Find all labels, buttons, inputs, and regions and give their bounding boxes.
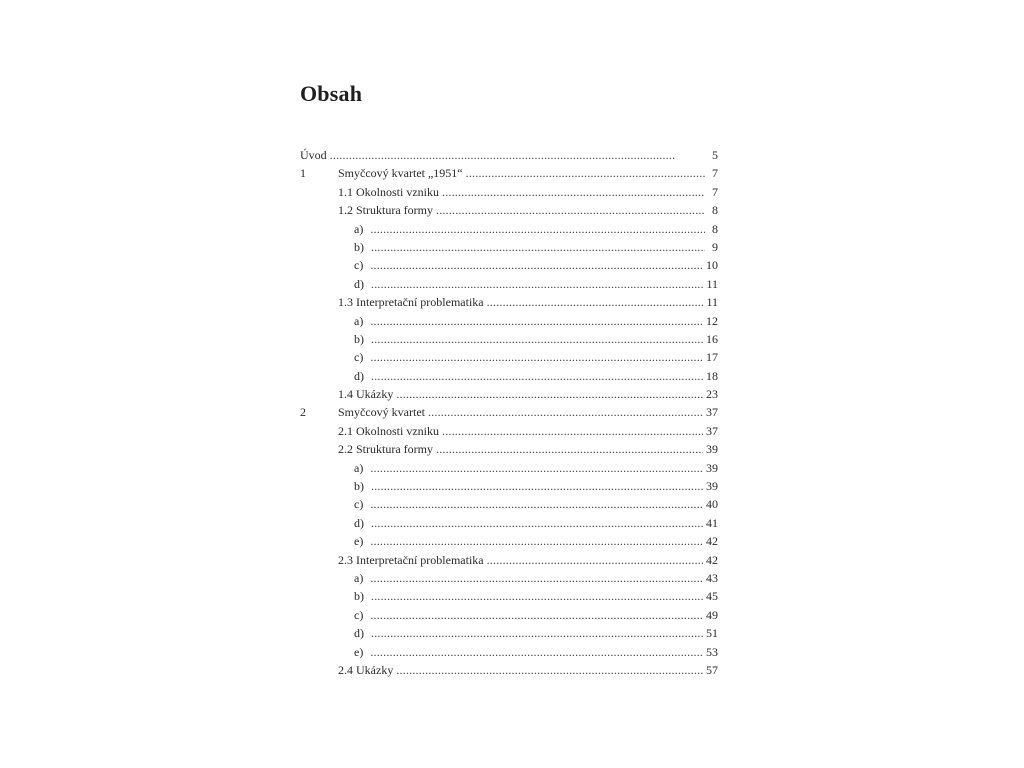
- toc-entry-page: 7: [712, 184, 718, 199]
- toc-entry: [300, 275, 718, 293]
- toc-entry-page: 9: [712, 239, 718, 254]
- dot-leader: [466, 164, 705, 182]
- dot-leader: [487, 293, 704, 311]
- toc-entry-label: 1.3 Interpretační problematika: [338, 295, 484, 310]
- toc-entry-number: 1: [300, 166, 306, 181]
- dot-leader: [371, 624, 703, 642]
- toc-entry-page: 40: [706, 497, 718, 512]
- toc-entry-label: b): [354, 239, 364, 254]
- toc-entry-label: a): [354, 221, 364, 236]
- toc-entry-page: 16: [706, 331, 718, 346]
- toc-entry-label: c): [354, 258, 364, 273]
- toc-entry-label: a): [354, 570, 364, 585]
- toc-entry: [300, 164, 718, 182]
- toc-entry-label: d): [354, 515, 364, 530]
- toc-entry-label: a): [354, 313, 364, 328]
- toc-entry: [300, 477, 718, 495]
- toc-entry-label: 2.2 Struktura formy: [338, 442, 433, 457]
- toc-entry: [300, 293, 718, 311]
- toc-entry-label: 2.1 Okolnosti vzniku: [338, 423, 439, 438]
- toc-entry-label: a): [354, 460, 364, 475]
- toc-entry: [300, 569, 718, 587]
- toc-entry-label: e): [354, 534, 364, 549]
- dot-leader: [370, 348, 703, 366]
- toc-entry-label: 2.4 Ukázky: [338, 662, 394, 677]
- toc-entry-page: 39: [706, 460, 718, 475]
- toc-entry-page: 53: [706, 644, 718, 659]
- dot-leader: [370, 256, 703, 274]
- toc-entry-page: 57: [706, 662, 718, 677]
- dot-leader: [330, 146, 705, 164]
- dot-leader: [371, 587, 703, 605]
- toc-entry-page: 39: [706, 442, 718, 457]
- dot-leader: [370, 569, 703, 587]
- toc-entry-label: c): [354, 497, 364, 512]
- toc-entry: [300, 514, 718, 532]
- toc-entry-page: 42: [706, 534, 718, 549]
- toc-entry: [300, 440, 718, 458]
- dot-leader: [371, 238, 705, 256]
- toc-entry: [300, 624, 718, 642]
- toc-entry-page: 7: [712, 166, 718, 181]
- dot-leader: [370, 606, 703, 624]
- toc-entry-page: 49: [706, 607, 718, 622]
- toc-entry-label: 1.4 Ukázky: [338, 387, 394, 402]
- toc-entry: [300, 661, 718, 679]
- toc-entry-label: b): [354, 331, 364, 346]
- dot-leader: [436, 440, 703, 458]
- toc-entry: [300, 256, 718, 274]
- dot-leader: [371, 367, 703, 385]
- dot-leader: [436, 201, 705, 219]
- dot-leader: [370, 643, 703, 661]
- toc-entry-page: 37: [706, 405, 718, 420]
- toc-entry: [300, 385, 718, 403]
- dot-leader: [371, 514, 703, 532]
- dot-leader: [396, 661, 703, 679]
- toc-entry-page: 41: [706, 515, 718, 530]
- toc-entry-page: 8: [712, 203, 718, 218]
- toc-entry-label: c): [354, 350, 364, 365]
- toc-entry-label: b): [354, 479, 364, 494]
- toc-entry-page: 5: [712, 148, 718, 162]
- toc-entry-label: 1.1 Okolnosti vzniku: [338, 184, 439, 199]
- toc-entry-page: 42: [706, 552, 718, 567]
- toc-entry-label: Smyčcový kvartet „1951“: [338, 166, 463, 181]
- toc-entry: [300, 146, 718, 164]
- toc-entry-label: c): [354, 607, 364, 622]
- toc-entry-page: 43: [706, 570, 718, 585]
- toc-entry-label: 1.2 Struktura formy: [338, 203, 433, 218]
- dot-leader: [487, 551, 703, 569]
- toc-entry: [300, 201, 718, 219]
- toc-entry-label: d): [354, 276, 364, 291]
- toc-entry-page: 37: [706, 423, 718, 438]
- toc-entry: [300, 606, 718, 624]
- toc-entry-label: d): [354, 368, 364, 383]
- toc-entry: [300, 587, 718, 605]
- dot-leader: [370, 532, 703, 550]
- toc-entry: [300, 532, 718, 550]
- toc-entry-label: Úvod: [300, 148, 327, 162]
- toc-entry: [300, 551, 718, 569]
- dot-leader: [371, 275, 703, 293]
- toc-entry: [300, 403, 718, 421]
- toc-entry-page: 39: [706, 479, 718, 494]
- dot-leader: [370, 312, 703, 330]
- toc-entry: [300, 330, 718, 348]
- toc-entry-label: d): [354, 626, 364, 641]
- toc-entry: [300, 643, 718, 661]
- dot-leader: [370, 220, 705, 238]
- toc-entry-label: 2.3 Interpretační problematika: [338, 552, 484, 567]
- dot-leader: [442, 183, 705, 201]
- toc-entry-page: 45: [706, 589, 718, 604]
- toc-entry-page: 23: [706, 387, 718, 402]
- toc-entry-page: 18: [706, 368, 718, 383]
- toc-entry: [300, 238, 718, 256]
- toc-entry-page: 8: [712, 221, 718, 236]
- toc-entry: [300, 459, 718, 477]
- toc-entry-label: e): [354, 644, 364, 659]
- toc-entry: [300, 348, 718, 366]
- dot-leader: [428, 403, 703, 421]
- toc-entry-number: 2: [300, 405, 306, 420]
- toc-entry-page: 51: [706, 626, 718, 641]
- dot-leader: [371, 330, 703, 348]
- toc-entry-label: b): [354, 589, 364, 604]
- dot-leader: [442, 422, 703, 440]
- toc-entry: [300, 495, 718, 513]
- dot-leader: [370, 459, 703, 477]
- page-title: Obsah: [300, 80, 363, 106]
- dot-leader: [396, 385, 703, 403]
- dot-leader: [371, 477, 703, 495]
- toc-entry: [300, 422, 718, 440]
- toc-entry: [300, 312, 718, 330]
- dot-leader: [370, 495, 703, 513]
- table-of-contents: [300, 146, 718, 679]
- document-page: [300, 0, 718, 768]
- toc-entry-page: 11: [706, 295, 718, 310]
- toc-entry: [300, 367, 718, 385]
- toc-entry: [300, 220, 718, 238]
- toc-entry-page: 17: [706, 350, 718, 365]
- toc-entry-page: 10: [706, 258, 718, 273]
- toc-entry-page: 12: [706, 313, 718, 328]
- toc-entry-label: Smyčcový kvartet: [338, 405, 425, 420]
- toc-entry-page: 11: [706, 276, 718, 291]
- toc-entry: [300, 183, 718, 201]
